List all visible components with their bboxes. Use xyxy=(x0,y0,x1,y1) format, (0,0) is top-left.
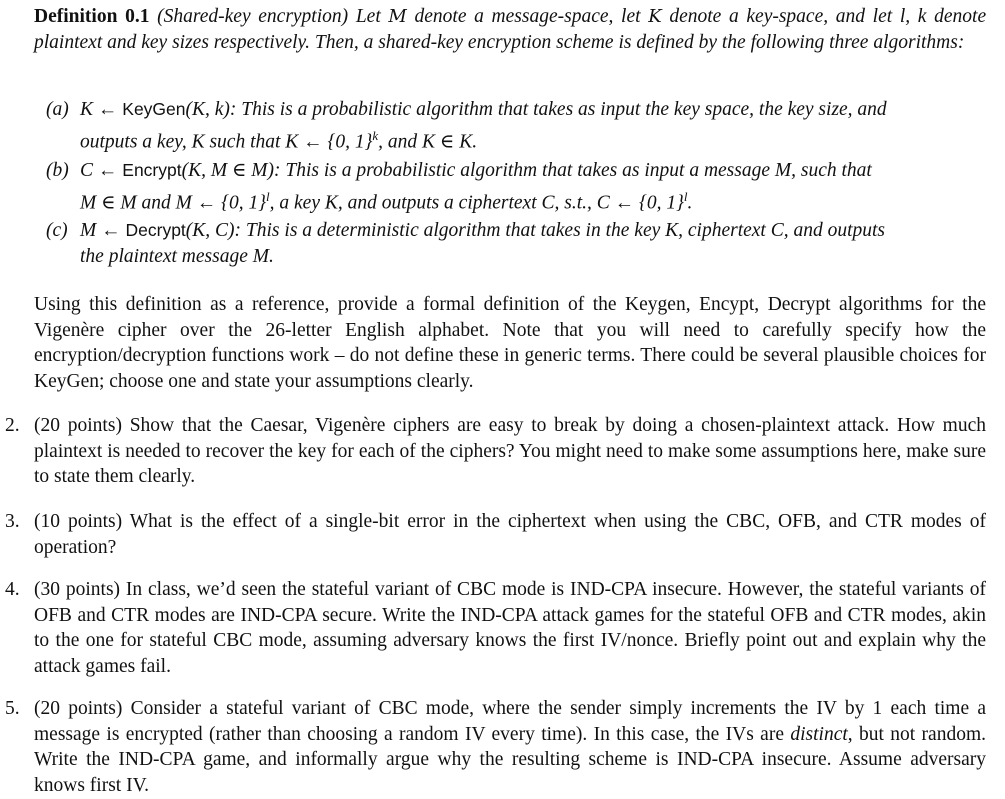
key-space-symbol: K xyxy=(648,6,662,27)
definition-block xyxy=(34,4,986,55)
item-text: This is a deterministic algorithm that takes in the key K, ciphertext C, and outputs xyxy=(245,220,886,241)
item-text: This is a probabilistic algorithm that takes as input the key space, the key size, and xyxy=(241,99,887,120)
superscript: k xyxy=(372,127,379,143)
item-lhs: M ← xyxy=(80,220,121,241)
question-number: 4. xyxy=(5,579,20,600)
definition-item xyxy=(46,158,986,216)
definition-text: denote plaintext and key sizes respectively. Then, a shared-key encryption scheme is defined by the following three algorithms: xyxy=(34,6,987,53)
reference-paragraph: Using this definition as a reference, provide a formal definition of the Keygen, Encypt, Decrypt algorithms for the Vigenère cipher over the 26-letter English alphabet. Note that you will need to carefully specify how the encryption/decryption functions work – do not define these in generic terms. There could be several plausible choices for KeyGen; choose one and state your assumptions clearly. xyxy=(34,294,986,392)
question-text: (10 points) What is the effect of a single-bit error in the ciphertext when using the CBC, OFB, and CTR modes of operation? xyxy=(34,511,986,558)
size-symbols: l, k xyxy=(899,6,927,27)
item-text: outputs a key, K such that K ← {0, 1} xyxy=(80,131,373,152)
superscript: l xyxy=(266,188,270,204)
item-text: . xyxy=(687,192,693,213)
superscript: l xyxy=(683,188,688,204)
question-text-part: (20 points) Consider a stateful variant of CBC mode, where the sender simply increments the IV by 1 each time a message is encrypted (rather than choosing a random IV every time). In this case, the IVs are xyxy=(34,698,986,745)
definition-text: denote a key-space, and let xyxy=(669,6,893,27)
item-label: (c) xyxy=(46,220,68,241)
question-number: 5. xyxy=(5,698,20,719)
question-text xyxy=(34,696,986,798)
algorithm-name: KeyGen xyxy=(122,99,186,119)
algorithm-name: Encrypt xyxy=(122,160,182,180)
definition-text: Let xyxy=(355,6,381,27)
definition-title: (Shared-key encryption) xyxy=(157,6,349,27)
item-lhs: K ← xyxy=(80,99,118,120)
definition-item xyxy=(46,97,986,155)
item-text: the plaintext message M. xyxy=(80,245,274,267)
definition-heading: Definition 0.1 xyxy=(34,6,150,27)
item-text: , a key K, and outputs a ciphertext C, s.t., C ← {0, 1} xyxy=(269,192,684,213)
question-text-part: , but not random. Write the IND-CPA game, and informally argue why the resulting scheme is IND-CPA insecure. Assume adversary knows first IV. xyxy=(34,723,986,796)
question-number: 3. xyxy=(5,511,20,532)
question-number: 2. xyxy=(5,415,20,436)
definition-item xyxy=(46,218,986,269)
question-text: (30 points) In class, we’d seen the stateful variant of CBC mode is IND-CPA insecure. However, the stateful variants of OFB and CTR modes are IND-CPA secure. Write the IND-CPA attack games for the stateful OFB and CTR modes, akin to the one for stateful CBC mode, assuming adversary knows the first IV/nonce. Briefly point out and explain why the attack games fail. xyxy=(34,579,986,677)
algorithm-name: Decrypt xyxy=(125,220,186,240)
emphasis: distinct xyxy=(790,723,848,745)
algorithm-args: (K, k): xyxy=(185,99,237,120)
item-lhs: C ← xyxy=(80,160,118,181)
item-text: M ∈ M and M ← {0, 1} xyxy=(80,192,267,213)
question-text: (20 points) Show that the Caesar, Vigenère ciphers are easy to break by doing a chosen-plaintext attack. How much plaintext is needed to recover the key for each of the ciphers? You might need to make some assumptions here, make sure to state them clearly. xyxy=(34,415,986,487)
item-text: , and K ∈ K. xyxy=(378,131,478,152)
definition-text: denote a message-space, let xyxy=(414,6,641,27)
item-text: This is a probabilistic algorithm that takes as input a message M, such that xyxy=(285,160,872,181)
algorithm-args: (K, C): xyxy=(185,220,242,241)
message-space-symbol: M xyxy=(388,6,407,27)
algorithm-args: (K, M ∈ M): xyxy=(181,160,281,181)
item-label: (a) xyxy=(46,99,69,120)
item-label: (b) xyxy=(46,160,69,181)
